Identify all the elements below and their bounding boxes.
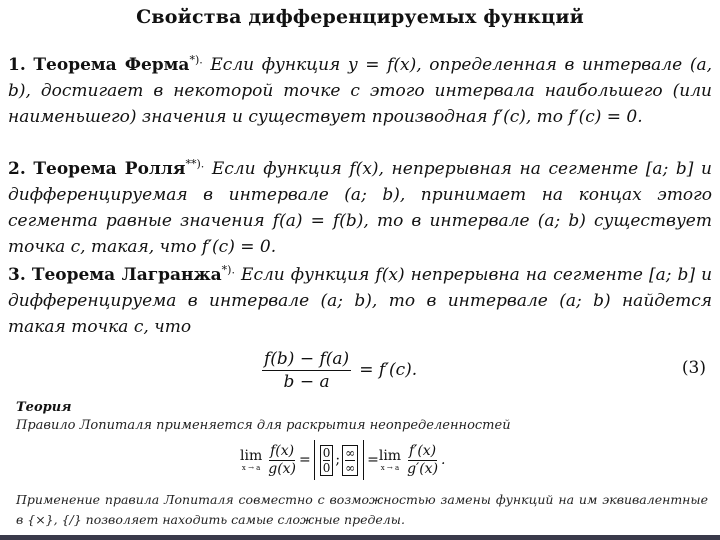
theorem-name: Теорема Лагранжа bbox=[31, 265, 222, 285]
lagrange-formula bbox=[262, 346, 417, 394]
equation-number: (3) bbox=[681, 358, 706, 378]
lim-subscript: x → a bbox=[241, 464, 261, 472]
theorem-text: Если функция f(x) непрерывна на сегменте [a; b] и дифференцируема в интервале (a; b), то в интервале (a; b) найдется такая точка c, что bbox=[8, 265, 713, 337]
theorem-text: Если функция f(x), непрерывная на сегменте [a; b] и дифференцируемая в интервале (a; b), принимает на концах этого сегмента равные значения f(a) = f(b), то в интервале (a; b) существует точка c, такая, что f′(c) = 0. bbox=[8, 159, 712, 257]
theorem-number: 2. bbox=[8, 159, 26, 179]
theory-section bbox=[0, 394, 720, 540]
indeterminacy-zero bbox=[320, 445, 334, 476]
box-denominator: 0 bbox=[322, 460, 331, 475]
theorem-name: Теорема Ролля bbox=[33, 159, 186, 179]
formula-rhs: = f′(c). bbox=[359, 360, 418, 380]
period: . bbox=[441, 452, 446, 468]
theorem-number: 1. bbox=[8, 55, 26, 75]
formula-numerator: f(b) − f(a) bbox=[264, 348, 350, 369]
lim-label: lim bbox=[240, 448, 263, 464]
ratio-numerator: f′(x) bbox=[408, 442, 437, 459]
theory-note: Применение правила Лопиталя совместно с возможностью замены функций на им эквивалентные в {×}, {/} позволяет находить самые сложные пределы. bbox=[16, 492, 708, 527]
lim-subscript: x → a bbox=[380, 464, 400, 472]
limit-operator bbox=[240, 448, 262, 472]
lhopital-formula bbox=[240, 438, 446, 482]
derivative-ratio bbox=[407, 443, 438, 478]
box-numerator: ∞ bbox=[345, 445, 356, 460]
footnote-mark: **). bbox=[185, 157, 205, 171]
equals-sign: = bbox=[299, 452, 311, 468]
indeterminacy-bracket bbox=[314, 440, 364, 480]
footer-bar bbox=[0, 535, 720, 540]
ratio-numerator: f(x) bbox=[270, 442, 295, 459]
formula-denominator: b − a bbox=[283, 371, 330, 392]
ratio-denominator: g(x) bbox=[268, 460, 297, 477]
equals-sign: = bbox=[367, 452, 379, 468]
box-denominator: ∞ bbox=[345, 460, 356, 475]
footnote-mark: *). bbox=[221, 263, 235, 277]
formula-fraction bbox=[262, 348, 351, 393]
theorem-lagrange bbox=[8, 262, 712, 340]
theorem-fermat bbox=[8, 52, 712, 130]
theory-intro: Правило Лопиталя применяется для раскрытия неопределенностей bbox=[16, 418, 511, 433]
theorem-rolle bbox=[8, 156, 712, 260]
theorem-text: Если функция y = f(x), определенная в интервале (a, b), достигает в некоторой точке c этого интервала наибольшего (или наименьшего) значения и существует производная f′(c), то f′(c) = 0. bbox=[8, 55, 712, 127]
theorem-number: 3. bbox=[8, 265, 26, 285]
limit-operator bbox=[379, 448, 401, 472]
indeterminacy-infinity bbox=[342, 445, 358, 476]
ratio-fraction bbox=[268, 443, 296, 478]
lim-label: lim bbox=[378, 448, 402, 464]
footnote-mark: *). bbox=[189, 53, 203, 67]
ratio-denominator: g′(x) bbox=[407, 460, 439, 477]
separator: ; bbox=[335, 452, 341, 468]
box-numerator: 0 bbox=[322, 445, 331, 460]
theory-heading: Теория bbox=[16, 400, 72, 415]
theorem-name: Теорема Ферма bbox=[33, 55, 190, 75]
slide-title: Свойства дифференцируемых функций bbox=[136, 6, 584, 28]
